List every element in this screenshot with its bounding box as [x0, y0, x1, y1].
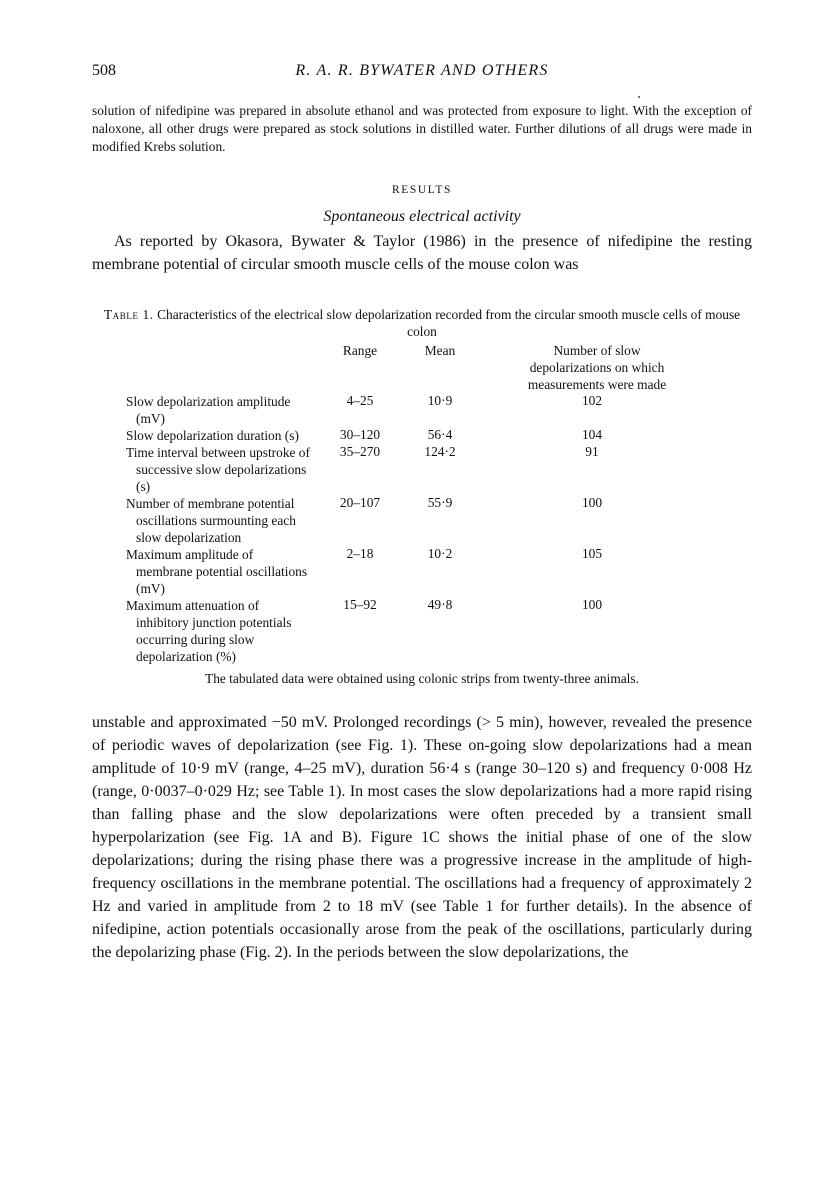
row-range: 15–92 — [343, 597, 377, 612]
paragraph-1: As reported by Okasora, Bywater & Taylor (1986) in the presence of nifedipine the resting membrane potential of circular smooth muscle cells of the mouse colon was — [92, 233, 752, 273]
row-mean: 124·2 — [424, 444, 456, 459]
row-mean: 10·9 — [427, 393, 453, 408]
table-header-row — [126, 342, 712, 393]
row-range: 30–120 — [339, 427, 381, 442]
table-row — [126, 495, 712, 546]
table-row — [126, 597, 712, 665]
table-row — [126, 546, 712, 597]
data-table — [126, 342, 712, 665]
row-label-cell — [126, 495, 312, 546]
header-range: Range — [342, 343, 378, 358]
header-count: Number of slow depolarizations on which measurements were made — [527, 343, 667, 392]
running-title: R. A. R. BYWATER AND OTHERS — [295, 62, 549, 79]
row-label-cell — [126, 444, 312, 495]
header-mean: Mean — [424, 343, 456, 358]
row-label-cell — [126, 427, 312, 444]
page-number: 508 — [92, 62, 116, 79]
row-label: Time interval between upstroke of successive slow depolarizations (s) — [126, 445, 310, 494]
table-row — [126, 427, 712, 444]
row-mean: 10·2 — [427, 546, 453, 561]
row-count: 105 — [581, 546, 603, 561]
row-mean: 56·4 — [427, 427, 453, 442]
row-range: 4–25 — [346, 393, 374, 408]
table-caption-label: Table 1. — [103, 307, 154, 322]
row-label: Maximum attenuation of inhibitory junction potentials occurring during slow depolarization (%) — [126, 598, 292, 664]
row-label-cell — [126, 597, 312, 665]
row-count: 100 — [581, 597, 603, 612]
table-row — [126, 444, 712, 495]
table-caption-text: Characteristics of the electrical slow depolarization recorded from the circular smooth muscle cells of mouse colon — [157, 307, 741, 339]
intro-paragraph: solution of nifedipine was prepared in absolute ethanol and was protected from exposure to light. With the exception of naloxone, all other drugs were prepared as stock solutions in distilled water. Further dilutions of all drugs were made in modified Krebs solution. — [92, 103, 752, 154]
row-label-cell — [126, 393, 312, 427]
subsection-heading: Spontaneous electrical activity — [323, 208, 521, 225]
row-range: 35–270 — [339, 444, 381, 459]
table-caption — [92, 306, 752, 340]
row-count: 91 — [585, 444, 599, 459]
row-label: Slow depolarization amplitude (mV) — [126, 394, 291, 426]
row-label: Slow depolarization duration (s) — [126, 428, 299, 443]
row-count: 102 — [581, 393, 603, 408]
section-heading: RESULTS — [392, 184, 452, 196]
row-count: 104 — [581, 427, 603, 442]
row-label: Maximum amplitude of membrane potential oscillations (mV) — [126, 547, 308, 596]
row-mean: 55·9 — [427, 495, 453, 510]
paragraph-2: unstable and approximated −50 mV. Prolonged recordings (> 5 min), however, revealed the presence of periodic waves of depolarization (see Fig. 1). These on-going slow depolarizations had a mean amplitude of 10·9 mV (range, 4–25 mV), duration 56·4 s (range 30–120 s) and frequency 0·008 Hz (range, 0·0037–0·029 Hz; see Table 1). In most cases the slow depolarizations had a more rapid rising than falling phase and the slow depolarizations were often preceded by a transient small hyperpolarization (see Fig. 1A and B). Figure 1C shows the initial phase of one of the slow depolarizations; during the rising phase there was a progressive increase in the amplitude of high-frequency oscillations in the membrane potential. The oscillations had a frequency of approximately 2 Hz and varied in amplitude from 2 to 18 mV (see Table 1 for further details). In the absence of nifedipine, action potentials occasionally arose from the peak of the oscillations, particularly during the depolarizing phase (Fig. 2). In the periods between the slow depolarizations, the — [92, 714, 752, 961]
row-range: 20–107 — [339, 495, 381, 510]
table-footnote: The tabulated data were obtained using colonic strips from twenty-three animals. — [205, 671, 639, 686]
row-range: 2–18 — [346, 546, 374, 561]
row-mean: 49·8 — [427, 597, 453, 612]
row-count: 100 — [581, 495, 603, 510]
running-header — [92, 62, 752, 88]
table-row — [126, 393, 712, 427]
paper-page — [92, 62, 752, 964]
row-label: Number of membrane potential oscillations surmounting each slow depolarization — [126, 496, 296, 545]
header-label-cell — [126, 342, 312, 393]
row-label-cell — [126, 546, 312, 597]
table-body — [126, 393, 712, 665]
